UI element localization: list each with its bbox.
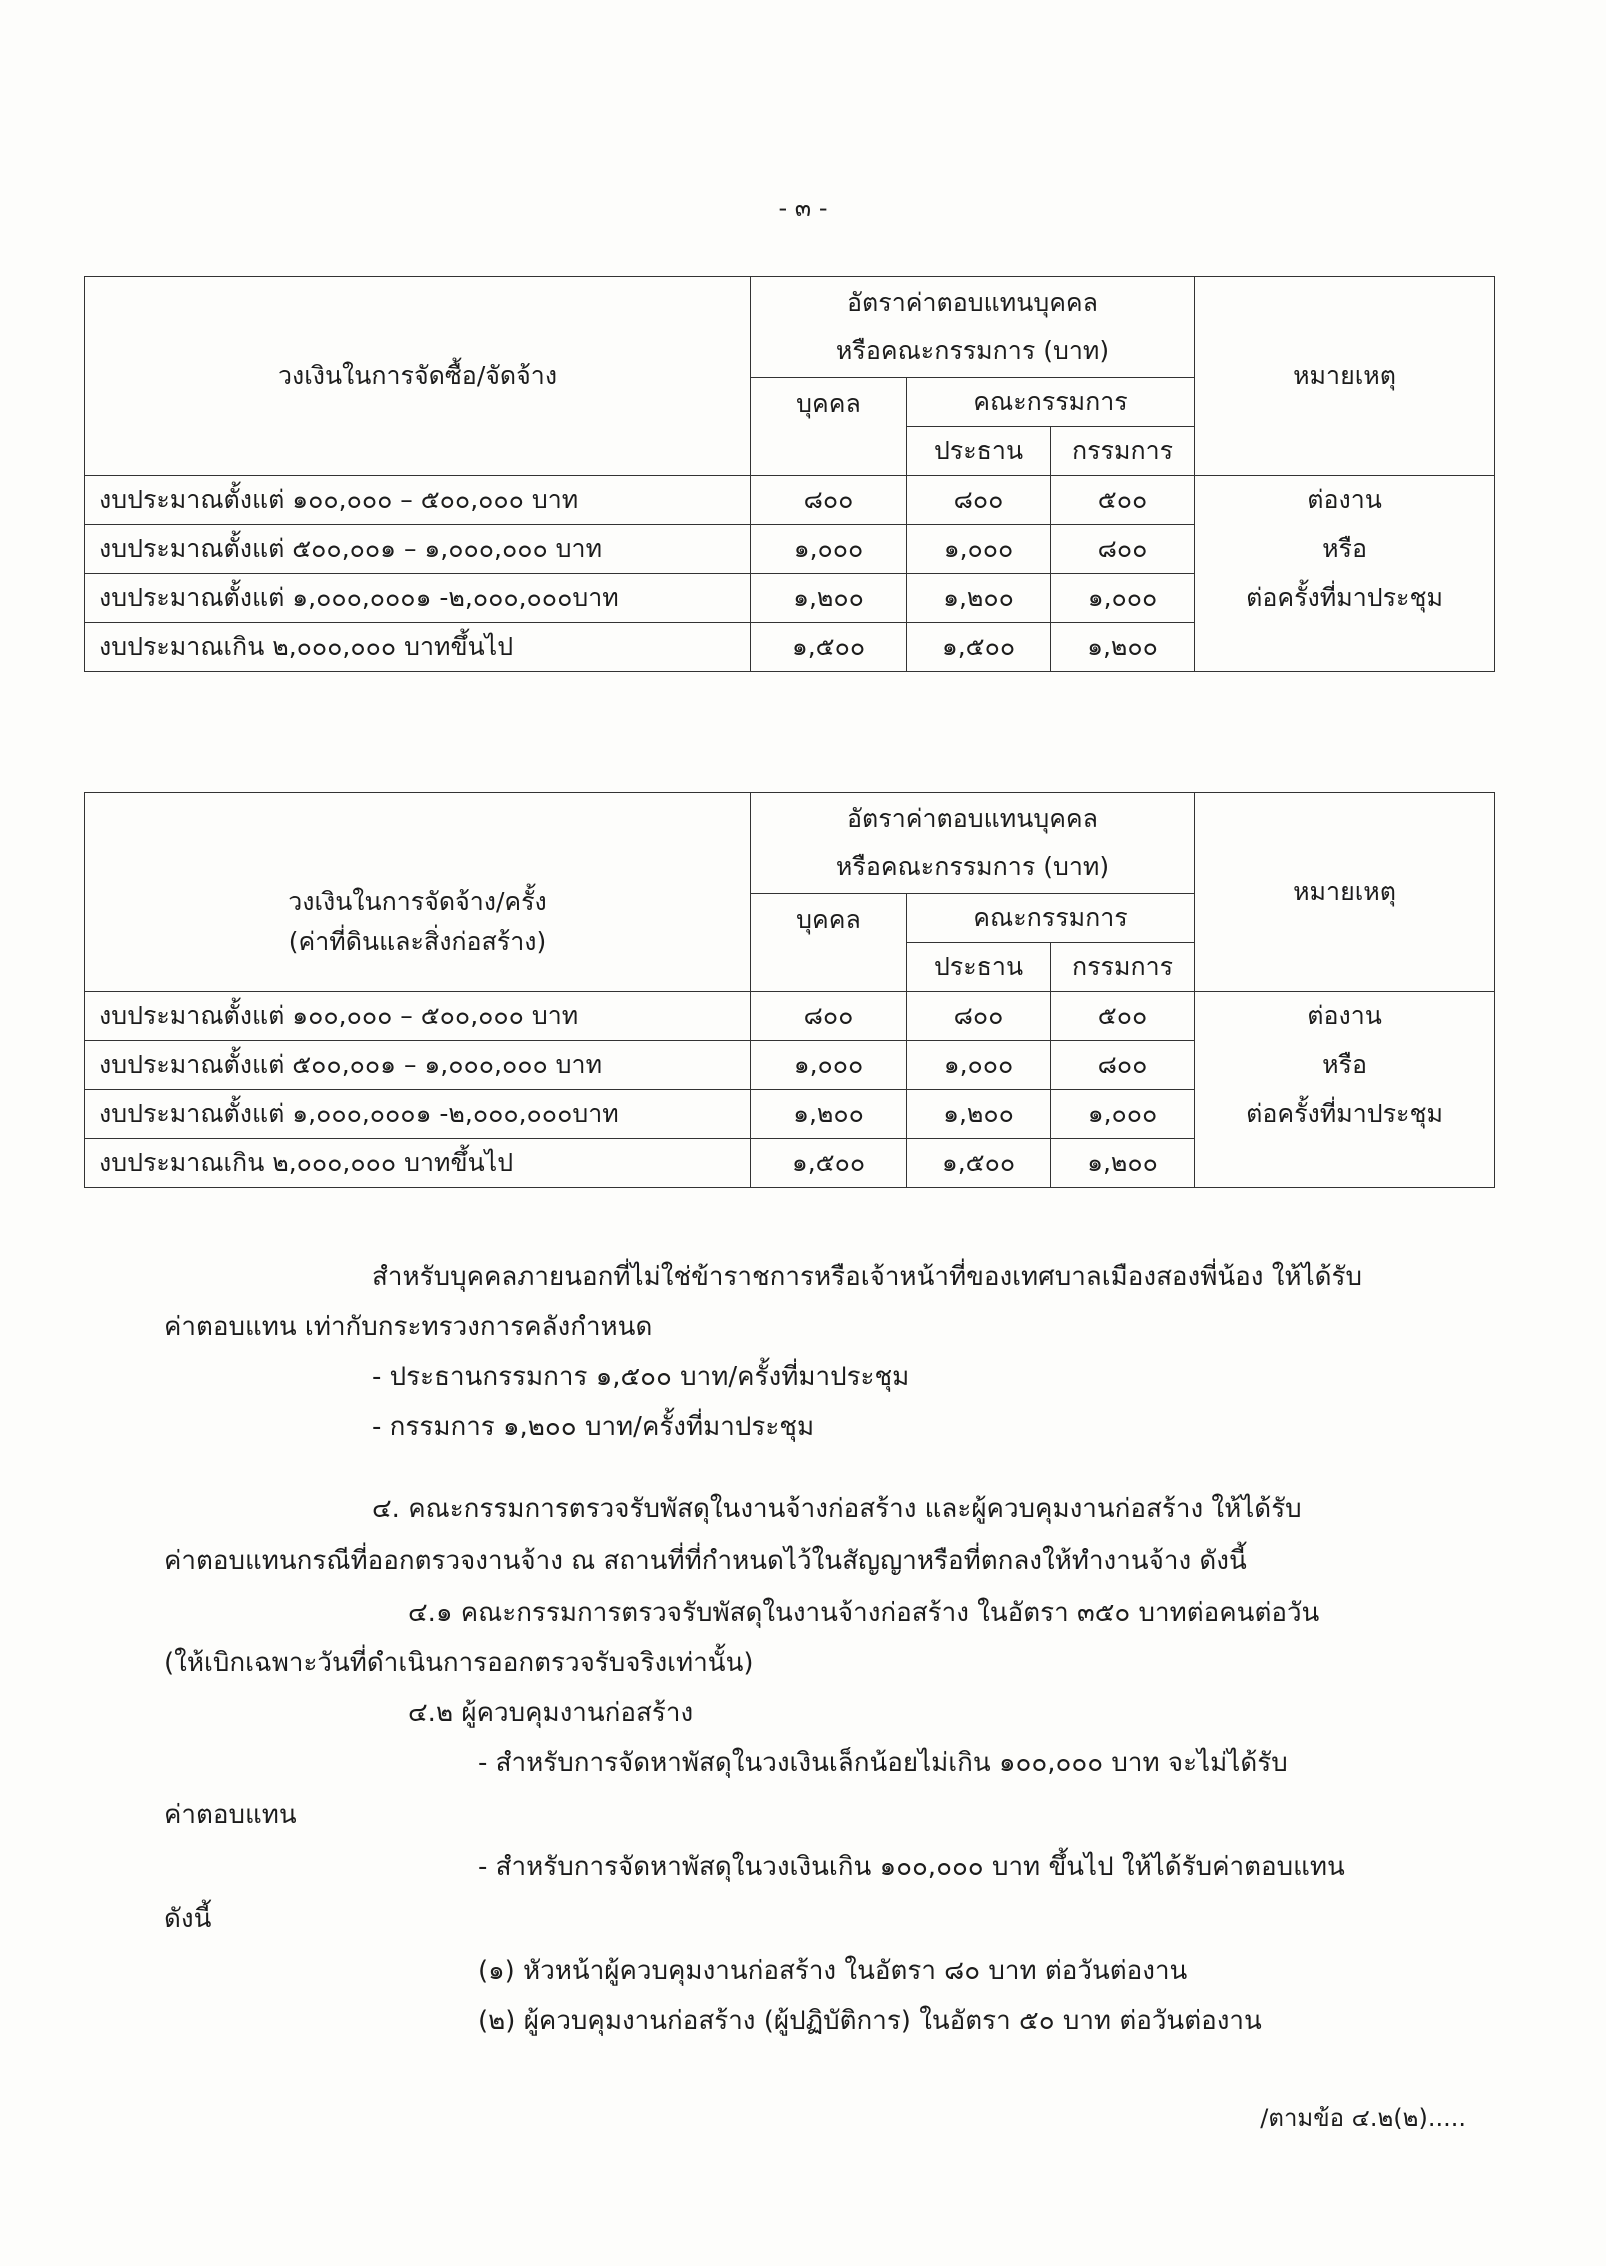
paragraph-large-budget: - สำหรับการจัดหาพัสดุในวงเงินเกิน ๑๐๐,๐๐๐ บาท ขึ้นไป ให้ได้รับค่าตอบแทน: [478, 1852, 1345, 1882]
paragraph-small-budget-cont: ค่าตอบแทน: [164, 1800, 297, 1830]
remark-cell: ต่องาน: [1195, 476, 1495, 525]
chairman-header: ประธาน: [907, 943, 1051, 992]
paragraph-section-4-cont: ค่าตอบแทนกรณีที่ออกตรวจงานจ้าง ณ สถานที่ที่กำหนดไว้ในสัญญาหรือที่ตกลงให้ทำงานจ้าง ดังนี้: [164, 1546, 1247, 1576]
chairman-header: ประธาน: [907, 427, 1051, 476]
individual-header: บุคคล: [751, 378, 907, 476]
table-row: งบประมาณตั้งแต่ ๑,๐๐๐,๐๐๐๑ -๒,๐๐๐,๐๐๐บาท ๑,๒๐๐ ๑,๒๐๐ ๑,๐๐๐ ต่อครั้งที่มาประชุม: [85, 574, 1495, 623]
paragraph-section-4-1-cont: (ให้เบิกเฉพาะวันที่ดำเนินการออกตรวจรับจริงเท่านั้น): [164, 1648, 754, 1678]
committee-header: คณะกรรมการ: [907, 894, 1195, 943]
continuation-note: /ตามข้อ ๔.๒(๒).....: [1260, 2104, 1466, 2132]
remark-header: หมายเหตุ: [1195, 793, 1495, 992]
remark-cell: [1195, 1139, 1495, 1188]
table-row: งบประมาณเกิน ๒,๐๐๐,๐๐๐ บาทขึ้นไป ๑,๕๐๐ ๑,๕๐๐ ๑,๒๐๐: [85, 623, 1495, 672]
paragraph-large-budget-cont: ดังนี้: [164, 1904, 212, 1934]
remark-cell: ต่อครั้งที่มาประชุม: [1195, 1090, 1495, 1139]
bullet-member: - กรรมการ ๑,๒๐๐ บาท/ครั้งที่มาประชุม: [372, 1412, 815, 1442]
remark-cell: [1195, 623, 1495, 672]
individual-header: บุคคล: [751, 894, 907, 992]
remark-header: หมายเหตุ: [1195, 277, 1495, 476]
item-supervisor: (๒) ผู้ควบคุมงานก่อสร้าง (ผู้ปฏิบัติการ) ในอัตรา ๕๐ บาท ต่อวันต่องาน: [478, 2006, 1262, 2036]
rate-header: อัตราค่าตอบแทนบุคคล หรือคณะกรรมการ (บาท): [751, 793, 1195, 894]
rates-table-construction: [84, 792, 1495, 1188]
remark-cell: หรือ: [1195, 1041, 1495, 1090]
table-row: งบประมาณตั้งแต่ ๑๐๐,๐๐๐ – ๕๐๐,๐๐๐ บาท ๘๐๐ ๘๐๐ ๕๐๐ ต่องาน: [85, 476, 1495, 525]
item-head-supervisor: (๑) หัวหน้าผู้ควบคุมงานก่อสร้าง ในอัตรา ๘๐ บาท ต่อวันต่องาน: [478, 1956, 1188, 1986]
page-number: - ๓ -: [778, 194, 828, 222]
paragraph-outsider: สำหรับบุคคลภายนอกที่ไม่ใช่ข้าราชการหรือเจ้าหน้าที่ของเทศบาลเมืองสองพี่น้อง ให้ได้รับ: [372, 1262, 1362, 1292]
rate-header: อัตราค่าตอบแทนบุคคล หรือคณะกรรมการ (บาท): [751, 277, 1195, 378]
paragraph-section-4: ๔. คณะกรรมการตรวจรับพัสดุในงานจ้างก่อสร้าง และผู้ควบคุมงานก่อสร้าง ให้ได้รับ: [372, 1494, 1302, 1524]
table-row: งบประมาณตั้งแต่ ๑,๐๐๐,๐๐๐๑ -๒,๐๐๐,๐๐๐บาท ๑,๒๐๐ ๑,๒๐๐ ๑,๐๐๐ ต่อครั้งที่มาประชุม: [85, 1090, 1495, 1139]
table-row: งบประมาณตั้งแต่ ๑๐๐,๐๐๐ – ๕๐๐,๐๐๐ บาท ๘๐๐ ๘๐๐ ๕๐๐ ต่องาน: [85, 992, 1495, 1041]
remark-cell: หรือ: [1195, 525, 1495, 574]
rates-table-procurement: [84, 276, 1495, 672]
paragraph-section-4-1: ๔.๑ คณะกรรมการตรวจรับพัสดุในงานจ้างก่อสร้าง ในอัตรา ๓๕๐ บาทต่อคนต่อวัน: [408, 1598, 1320, 1628]
paragraph-outsider-cont: ค่าตอบแทน เท่ากับกระทรวงการคลังกำหนด: [164, 1312, 653, 1342]
range-header: วงเงินในการจัดซื้อ/จัดจ้าง: [85, 277, 751, 476]
bullet-chairman: - ประธานกรรมการ ๑,๕๐๐ บาท/ครั้งที่มาประชุม: [372, 1362, 910, 1392]
remark-cell: ต่อครั้งที่มาประชุม: [1195, 574, 1495, 623]
member-header: กรรมการ: [1051, 943, 1195, 992]
remark-cell: ต่องาน: [1195, 992, 1495, 1041]
table-row: งบประมาณตั้งแต่ ๕๐๐,๐๐๑ – ๑,๐๐๐,๐๐๐ บาท ๑,๐๐๐ ๑,๐๐๐ ๘๐๐ หรือ: [85, 525, 1495, 574]
table-row: งบประมาณตั้งแต่ ๕๐๐,๐๐๑ – ๑,๐๐๐,๐๐๐ บาท ๑,๐๐๐ ๑,๐๐๐ ๘๐๐ หรือ: [85, 1041, 1495, 1090]
committee-header: คณะกรรมการ: [907, 378, 1195, 427]
paragraph-small-budget: - สำหรับการจัดหาพัสดุในวงเงินเล็กน้อยไม่เกิน ๑๐๐,๐๐๐ บาท จะไม่ได้รับ: [478, 1748, 1288, 1778]
range-header: วงเงินในการจัดจ้าง/ครั้ง (ค่าที่ดินและสิ่งก่อสร้าง): [85, 793, 751, 992]
member-header: กรรมการ: [1051, 427, 1195, 476]
paragraph-section-4-2: ๔.๒ ผู้ควบคุมงานก่อสร้าง: [408, 1698, 694, 1728]
table-row: งบประมาณเกิน ๒,๐๐๐,๐๐๐ บาทขึ้นไป ๑,๕๐๐ ๑,๕๐๐ ๑,๒๐๐: [85, 1139, 1495, 1188]
